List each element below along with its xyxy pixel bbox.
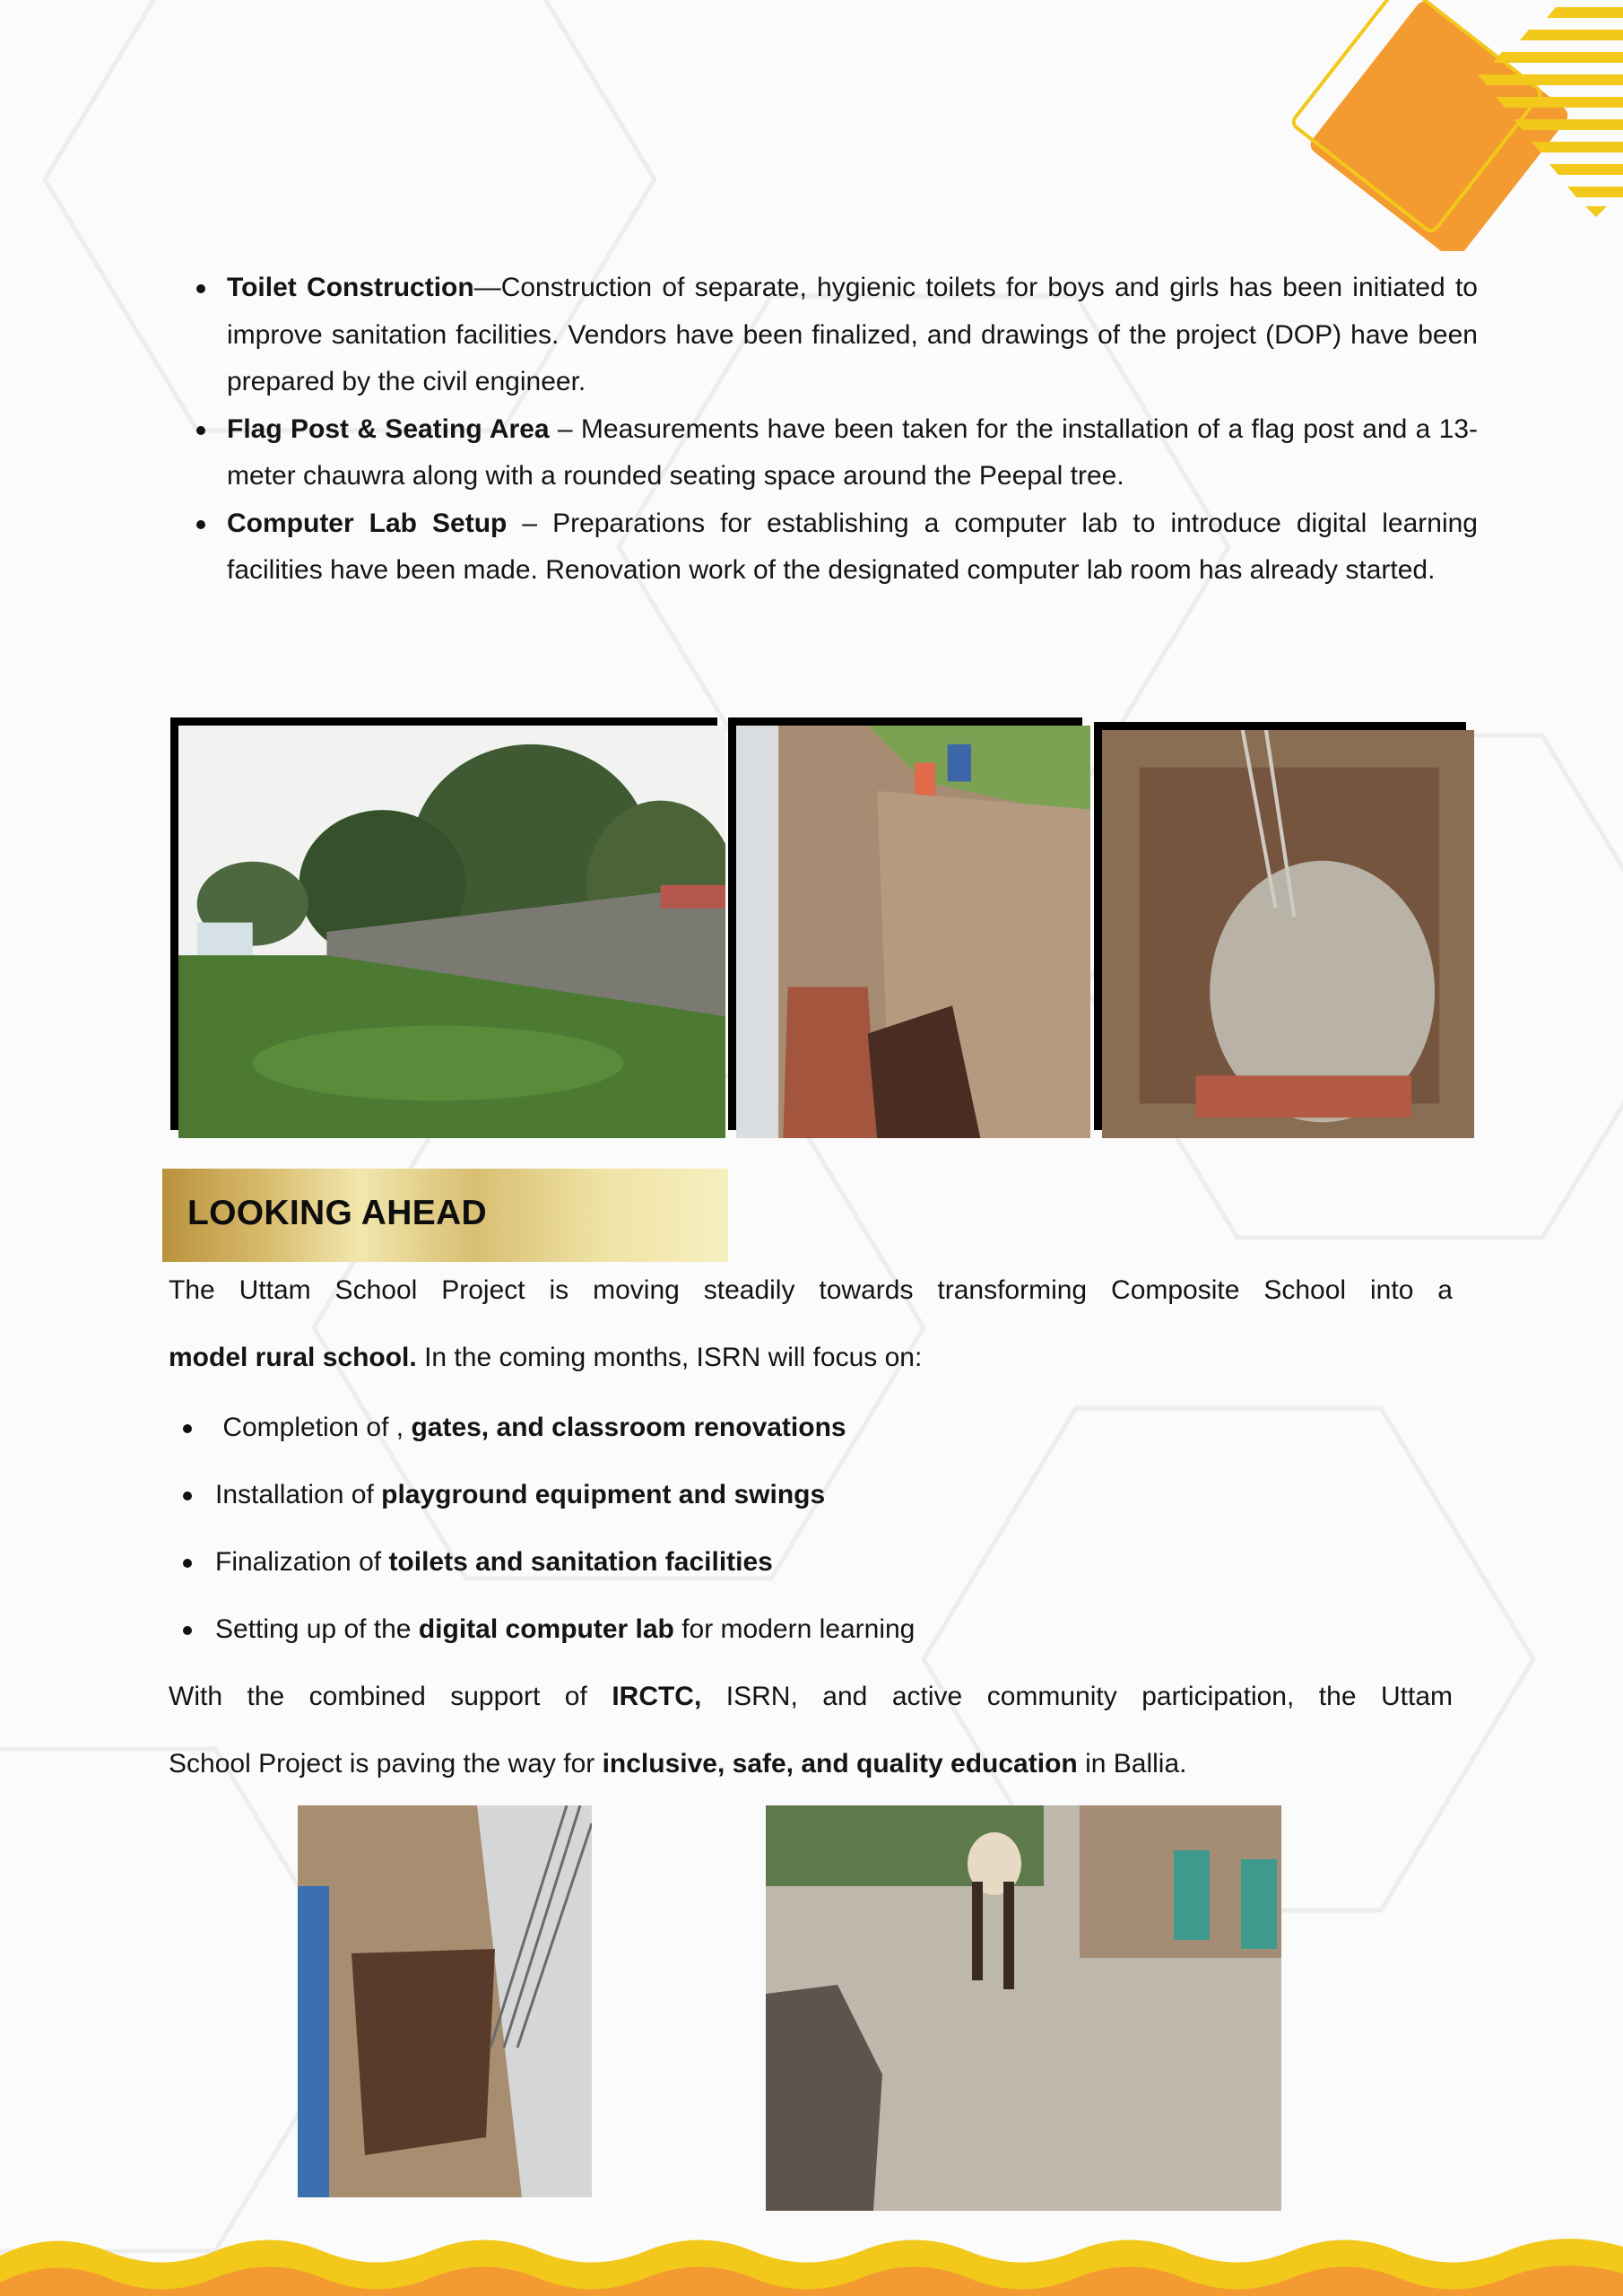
intro-paragraph-line1: The Uttam School Project is moving steadily towards transforming Composite School into a bbox=[169, 1275, 1453, 1305]
corner-decoration bbox=[1291, 0, 1623, 251]
separator: — bbox=[473, 273, 501, 302]
bullet-title: Toilet Construction bbox=[227, 273, 474, 302]
bullet-toilet-construction bbox=[227, 265, 1478, 406]
closing-paragraph-line1 bbox=[169, 1682, 1453, 1712]
photo-school-ground bbox=[170, 718, 717, 1130]
bullet-computer-lab bbox=[227, 500, 1478, 595]
focus-prefix: Finalization of bbox=[215, 1547, 389, 1577]
bullet-text: Construction of separate, hygienic toilets for boys and girls has been initiated to improve sanitation facilities. Vendors have been finalized, and drawings of the project (DOP) have been prepared by the civil engineer. bbox=[227, 273, 1478, 396]
section-heading-band bbox=[162, 1169, 728, 1262]
intro-paragraph-line2 bbox=[169, 1343, 1453, 1373]
bullet-text: Preparations for establishing a computer lab to introduce digital learning facilities have been made. Renovation work of the designated computer lab room has already started. bbox=[227, 508, 1478, 585]
focus-prefix: Completion of , bbox=[215, 1413, 412, 1442]
closing-bold-quality: inclusive, safe, and quality education bbox=[602, 1749, 1078, 1779]
closing-line2-pre: School Project is paving the way for bbox=[169, 1749, 603, 1779]
progress-bullet-list bbox=[191, 265, 1478, 595]
focus-item bbox=[169, 1614, 915, 1682]
separator: – bbox=[549, 413, 581, 444]
focus-bold: toilets and sanitation facilities bbox=[388, 1547, 773, 1577]
photo-foundation-trench bbox=[728, 718, 1082, 1130]
photo-toilet-pit bbox=[1094, 722, 1466, 1130]
bullet-text: Measurements have been taken for the installation of a flag post and a 13-meter chauwra along with a rounded seating space around the Peepal tree. bbox=[227, 413, 1478, 491]
focus-prefix: Installation of bbox=[215, 1480, 382, 1509]
bullet-flag-post bbox=[227, 406, 1478, 500]
photo-row-top bbox=[170, 718, 1466, 1132]
closing-paragraph-line2 bbox=[169, 1749, 1453, 1779]
intro-rest: In the coming months, ISRN will focus on: bbox=[416, 1343, 923, 1372]
closing-end: in Ballia. bbox=[1077, 1749, 1187, 1779]
focus-suffix: for modern learning bbox=[673, 1614, 916, 1644]
closing-mid: ISRN, and active community participation, the Uttam bbox=[701, 1682, 1454, 1711]
focus-item bbox=[169, 1413, 915, 1480]
focus-bold: gates, and classroom renovations bbox=[411, 1413, 846, 1442]
closing-bold-irctc: IRCTC, bbox=[612, 1682, 702, 1711]
focus-prefix: Setting up of the bbox=[215, 1614, 419, 1644]
intro-bold: model rural school. bbox=[169, 1343, 417, 1372]
photo-worker-roof bbox=[766, 1805, 1281, 2211]
section-heading: LOOKING AHEAD bbox=[187, 1194, 487, 1232]
bullet-title: Flag Post & Seating Area bbox=[227, 413, 550, 444]
closing-pre: With the combined support of bbox=[169, 1682, 612, 1711]
photo-pit-rebar bbox=[298, 1805, 592, 2197]
focus-item bbox=[169, 1547, 915, 1614]
focus-item bbox=[169, 1480, 915, 1547]
bullet-title: Computer Lab Setup bbox=[227, 508, 508, 538]
focus-bold: digital computer lab bbox=[418, 1614, 674, 1644]
focus-bold: playground equipment and swings bbox=[381, 1480, 826, 1509]
footer-wave-decoration bbox=[0, 2220, 1623, 2296]
focus-list bbox=[169, 1413, 915, 1682]
separator: – bbox=[507, 508, 553, 538]
